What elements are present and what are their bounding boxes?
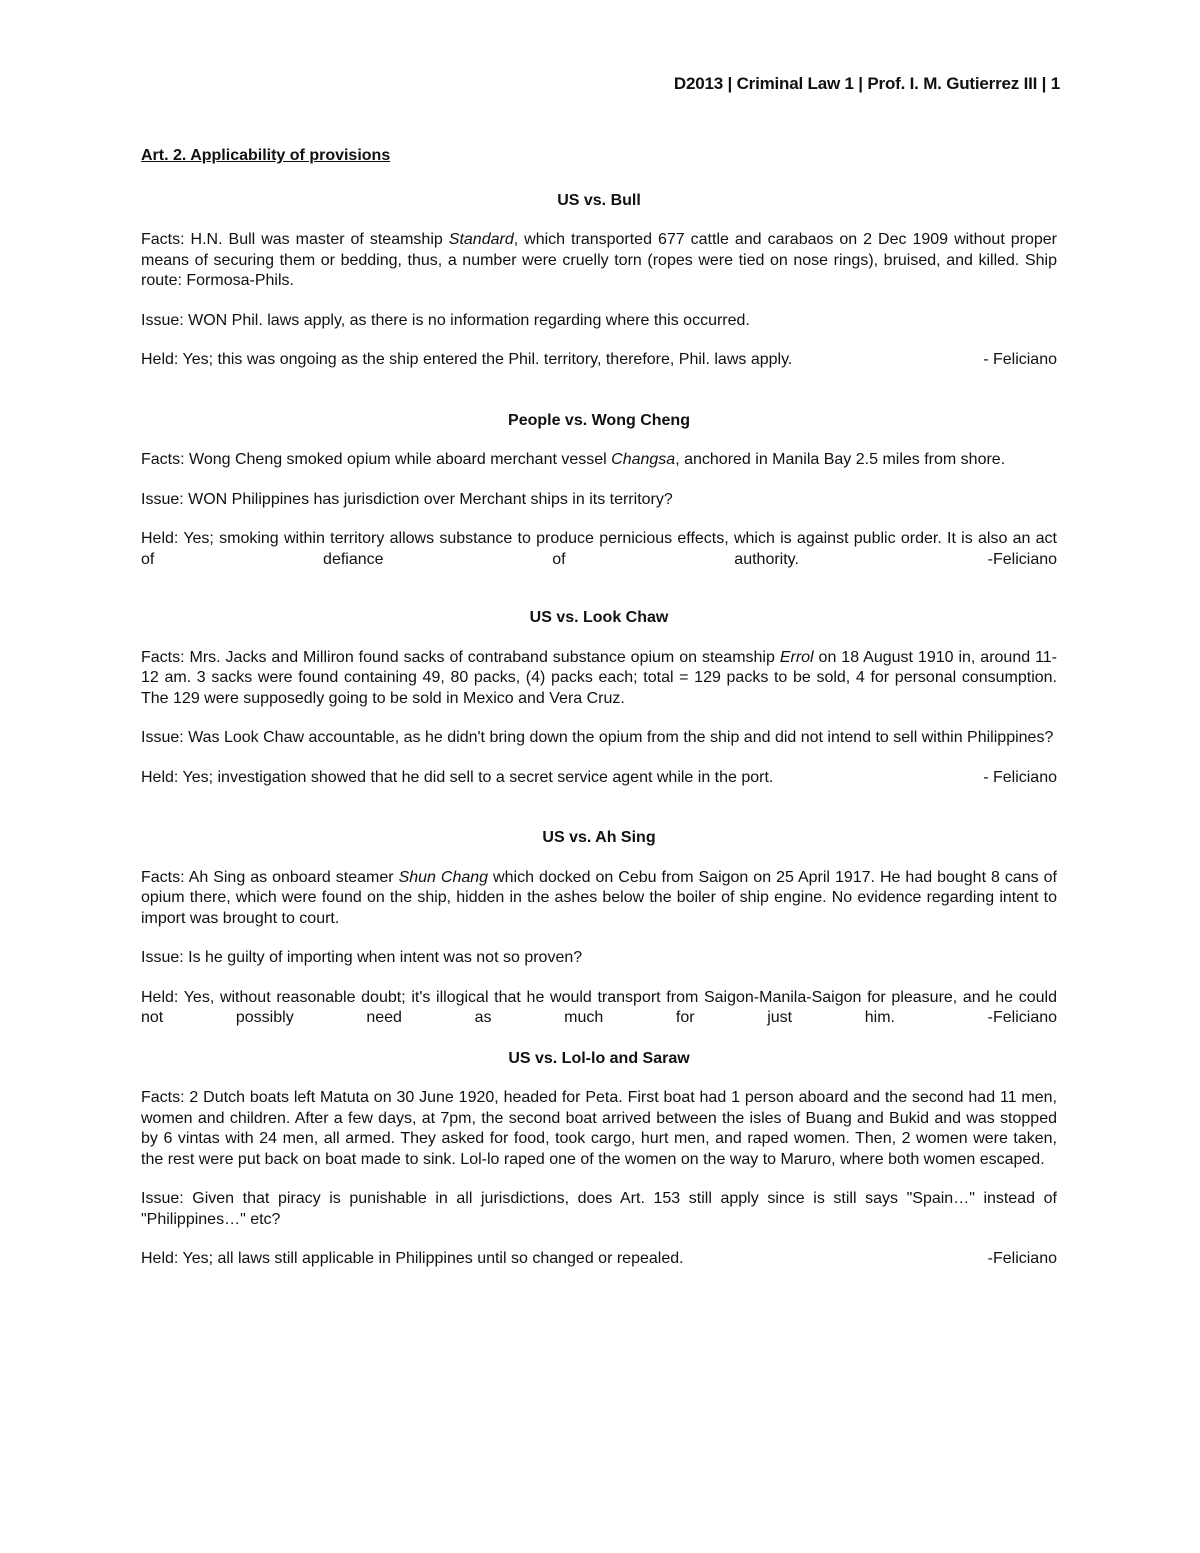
case-title: People vs. Wong Cheng	[508, 411, 690, 429]
case-facts: Facts: Wong Cheng smoked opium while aboard merchant vessel Changsa, anchored in Manila Bay 2.5 miles from shore.	[141, 451, 1006, 468]
case-issue: Issue: WON Phil. laws apply, as there is no information regarding where this occurred.	[141, 311, 750, 329]
vessel-name: Changsa	[611, 451, 676, 468]
case-issue: Issue: Is he guilty of importing when intent was not so proven?	[141, 949, 583, 966]
case-author: -Feliciano	[987, 550, 1058, 568]
case-facts: Facts: 2 Dutch boats left Matuta on 30 June 1920, headed for Peta. First boat had 1 person aboard and the second had 11 men, women and children. After a few days, at 7pm, the second boat arrived between the isles of Buang and Bukid and was stopped by 6 vintas with 24 men, all armed. They asked for food, took cargo, hurt men, and raped women. Then, 2 women were taken, the rest were put back on boat made to sink. Lol-lo raped one of the women on the way to Maruro, where both women escaped.	[141, 1089, 1057, 1168]
case-issue: Issue: Was Look Chaw accountable, as he didn't bring down the opium from the ship and did not intend to sell within Philippines?	[141, 729, 1054, 746]
case-author: -Feliciano	[987, 1250, 1057, 1267]
document-body	[141, 146, 1057, 1270]
case-author: -Feliciano	[987, 1009, 1058, 1026]
held-text: Held: Yes; investigation showed that he did sell to a secret service agent while in the port.	[141, 768, 774, 786]
case-facts: Facts: H.N. Bull was master of steamship Standard, which transported 677 cattle and carabaos on 2 Dec 1909 without proper means of securing them or bedding, thus, a number were cruelly torn (ropes were tied on nose rings), bruised, and killed. Ship route: Formosa-Phils.	[141, 231, 1057, 289]
case-us-vs-bull	[141, 191, 1057, 371]
case-facts: Facts: Ah Sing as onboard steamer Shun Chang which docked on Cebu from Saigon on 25 April 1917. He had bought 8 cans of opium there, which were found on the ship, hidden in the ashes below the boiler of ship engine. No evidence regarding intent to import was brought to court.	[141, 868, 1058, 927]
vessel-name: Errol	[779, 648, 814, 666]
held-text: Held: Yes, without reasonable doubt; it's illogical that he would transport from Saigon-Manila-Saigon for pleasure, and he could not possibly need as much for just him.	[141, 988, 1057, 1026]
section-title: Art. 2. Applicability of provisions	[141, 147, 391, 164]
case-us-vs-ah-sing	[141, 828, 1057, 1029]
vessel-name: Standard	[448, 231, 514, 248]
case-us-vs-look-chaw	[141, 608, 1057, 788]
page-header: D2013 | Criminal Law 1 | Prof. I. M. Gutierrez III | 1	[673, 74, 1060, 93]
case-held	[141, 988, 1057, 1029]
case-issue: Issue: Given that piracy is punishable in all jurisdictions, does Art. 153 still apply since is still says "Spain…" instead of "Philippines…" etc?	[141, 1190, 1057, 1228]
held-text: Held: Yes; smoking within territory allows substance to produce pernicious effects, which is against public order. It is also an act of defiance of authority.	[141, 530, 1057, 568]
case-held	[141, 1249, 1057, 1270]
case-held	[141, 529, 1057, 570]
case-facts: Facts: Mrs. Jacks and Milliron found sacks of contraband substance opium on steamship Errol on 18 August 1910 in, around 11-12 am. 3 sacks were found containing 49, 80 packs, (4) packs each; total = 129 packs to be sold, 4 for personal consumption. The 129 were supposedly going to be sold in Mexico and Vera Cruz.	[141, 648, 1058, 707]
case-title: US vs. Lol-lo and Saraw	[508, 1049, 690, 1067]
case-author: - Feliciano	[983, 768, 1057, 786]
held-text: Held: Yes; this was ongoing as the ship entered the Phil. territory, therefore, Phil. laws apply.	[141, 351, 793, 368]
case-title: US vs. Bull	[557, 191, 641, 209]
vessel-name: Shun Chang	[398, 868, 489, 886]
held-text: Held: Yes; all laws still applicable in Philippines until so changed or repealed.	[141, 1250, 684, 1267]
case-held	[141, 350, 1057, 371]
case-author: - Feliciano	[983, 351, 1057, 368]
case-issue: Issue: WON Philippines has jurisdiction over Merchant ships in its territory?	[141, 490, 673, 508]
case-us-vs-lol-lo-and-saraw	[141, 1049, 1057, 1270]
case-title: US vs. Look Chaw	[529, 609, 669, 626]
case-title: US vs. Ah Sing	[542, 829, 656, 846]
case-held	[141, 768, 1057, 789]
case-people-vs-wong-cheng	[141, 411, 1057, 571]
